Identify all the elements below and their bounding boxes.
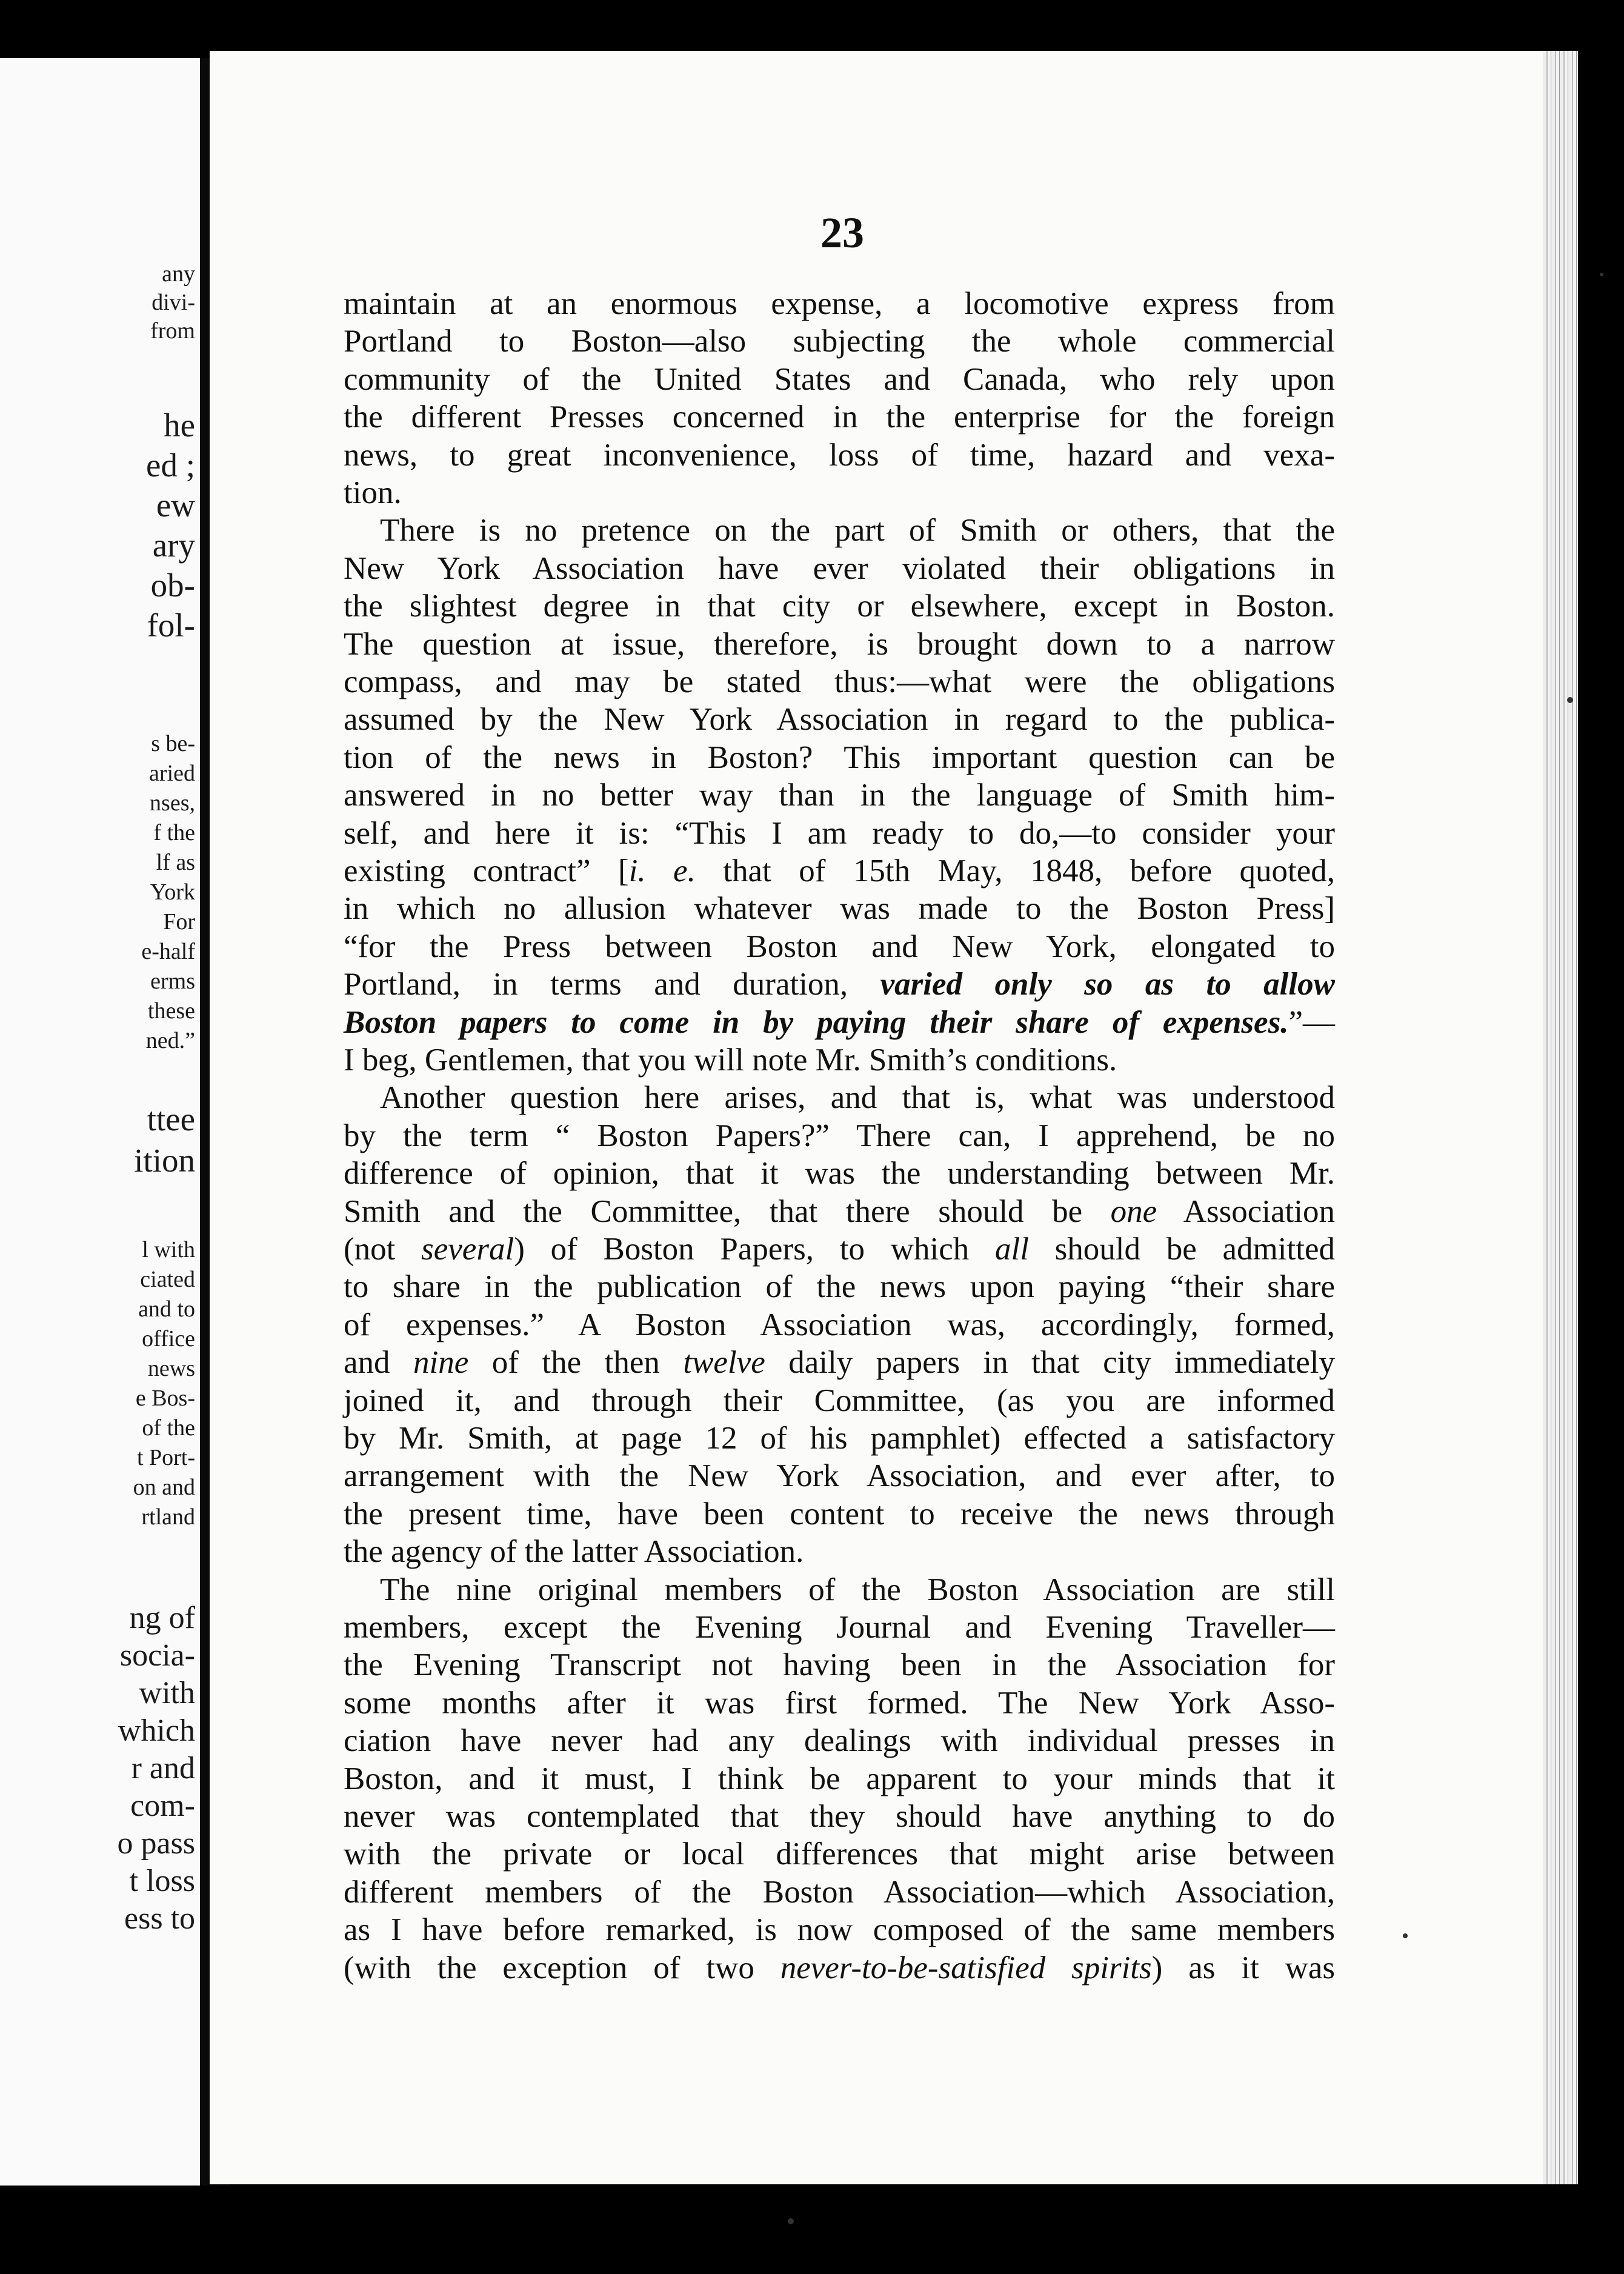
facing-page-text: ary [152,527,195,564]
facing-page-text: o pass [117,1826,195,1861]
facing-page-text: ttee [147,1101,195,1138]
text-line [344,1155,1335,1192]
text-run: joined it, and through their Committee, (as you are informed [344,1382,1335,1418]
italic-phrase: never-to-be-satisfied spirits [780,1950,1152,1986]
text-run: in which no allusion whatever was made to the Boston Press] [344,891,1335,927]
facing-page-text: e-half [141,939,195,964]
text-run: news, to great inconvenience, loss of time, hazard and vexa- [344,437,1335,473]
italic-phrase: one [1110,1193,1157,1229]
text-run: New York Association have ever violated their obligations in [344,550,1335,586]
facing-page-text: erms [150,969,195,994]
text-line [344,1684,1335,1722]
facing-page-text: divi- [151,290,195,315]
facing-page-text: nses, [150,790,195,816]
text-line [344,1835,1335,1873]
italic-phrase: several [421,1232,514,1267]
italic-phrase: Boston papers to come in by paying their share of expenses. [344,1004,1289,1040]
text-run: I beg, Gentlemen, that you will note Mr. Smith’s conditions. [344,1042,1117,1078]
facing-page-text: t loss [129,1864,195,1898]
text-run: should be admitted [1028,1232,1335,1267]
scan-speck [1403,1933,1408,1938]
scan-speck [1600,273,1603,276]
text-run: tion. [344,475,402,510]
facing-page-text: which [118,1713,195,1748]
facing-page-text: ed ; [146,447,195,484]
text-run: Portland to Boston—also subjecting the whole commercial [344,324,1335,359]
text-run: “for the Press between Boston and New York, elongated to [344,929,1335,964]
text-run: the different Presses concerned in the enterprise for the foreign [344,399,1335,435]
text-line [344,890,1335,927]
text-run: Portland, in terms and duration, [344,967,880,1002]
text-run: The nine original members of the Boston Association are still [380,1572,1335,1607]
facing-page-text: e Bos- [135,1385,195,1411]
facing-page-text: ition [134,1142,195,1179]
text-run: ciation have never had any dealings with individual presses in [344,1723,1335,1759]
text-line [344,285,1335,322]
text-run: as I have before remarked, is now composed of the same members [344,1912,1335,1948]
text-run: and [344,1345,414,1381]
facing-page-text: rtland [141,1504,195,1530]
text-run: Another question here arises, and that is, what was understood [380,1080,1335,1116]
text-run: (with the exception of two [344,1950,780,1986]
text-line [344,361,1335,398]
facing-page-text: from [150,318,195,344]
text-line [344,852,1335,890]
facing-page-text: aried [149,761,195,786]
text-run: answered in no better way than in the language of Smith him- [344,778,1335,813]
facing-page-text: ob- [150,567,195,604]
facing-page-text: with [139,1676,195,1710]
text-line [344,322,1335,360]
text-run: some months after it was first formed. The New York Asso- [344,1685,1335,1721]
facing-page-text: l with [142,1237,195,1262]
facing-page-text: For [163,909,195,935]
text-run: self, and here it is: “This I am ready to do,—to consider your [344,815,1335,851]
text-run: Boston, and it must, I think be apparent to your minds that it [344,1761,1335,1796]
text-run: Association [1157,1193,1335,1229]
text-line [344,1230,1335,1268]
text-line [344,1949,1335,1987]
facing-page-text: com- [130,1789,195,1823]
text-line [380,512,1335,549]
facing-page-text: ciated [140,1267,195,1292]
text-line [344,701,1335,738]
scan-speck [1567,697,1573,703]
text-line [344,1911,1335,1949]
page-number: 23 [820,208,864,257]
facing-page-text: these [147,998,195,1024]
text-line [344,815,1335,852]
text-line [344,1382,1335,1419]
text-line [344,1004,1335,1041]
text-line [344,436,1335,474]
scan-speck [788,2218,794,2224]
italic-phrase: twelve [683,1345,765,1381]
text-run: ) of Boston Papers, to which [514,1232,995,1267]
text-run: by Mr. Smith, at page 12 of his pamphlet) effected a satisfactory [344,1421,1335,1456]
italic-phrase: nine [413,1345,469,1381]
text-line [380,1079,1335,1116]
text-run: The question at issue, therefore, is brought down to a narrow [344,626,1335,662]
text-line [344,587,1335,625]
text-line [344,1268,1335,1305]
text-line [344,1419,1335,1457]
facing-page-text: ew [156,487,195,524]
italic-phrase: varied only so as to allow [880,967,1335,1002]
text-line [344,474,1335,512]
facing-page-text: he [164,407,195,444]
text-run: existing contract” [ [344,853,629,889]
text-run: maintain at an enormous expense, a locomotive express from [344,286,1335,321]
facing-page-text: ned.” [145,1028,195,1053]
text-line [344,1306,1335,1344]
text-line [344,739,1335,776]
text-line [344,928,1335,965]
text-line [344,1798,1335,1835]
text-run: the Evening Transcript not having been in the Association for [344,1647,1335,1683]
text-run: tion of the news in Boston? This important question can be [344,739,1335,775]
facing-page-text: York [150,879,195,905]
text-line [380,1571,1335,1609]
text-line [344,550,1335,587]
text-run: never was contemplated that they should have anything to do [344,1799,1335,1834]
italic-phrase: all [994,1232,1029,1267]
text-run: Smith and the Committee, that there should be [344,1193,1111,1229]
text-line [344,1117,1335,1155]
text-line [344,1722,1335,1759]
text-run: with the private or local differences that might arise between [344,1836,1335,1872]
facing-page-text: s be- [151,731,195,756]
text-run: to share in the publication of the news upon paying “their share [344,1269,1335,1305]
text-run: that of 15th May, 1848, before quoted, [695,853,1336,889]
text-line [344,663,1335,701]
facing-page-text: and to [138,1296,195,1322]
facing-page-text: r and [131,1751,195,1786]
text-run: arrangement with the New York Association, and ever after, to [344,1458,1335,1494]
facing-page-text: news [147,1356,195,1381]
text-line [344,1646,1335,1684]
text-run: ) as it was [1151,1950,1335,1986]
text-run: members, except the Evening Journal and Evening Traveller— [344,1610,1335,1645]
facing-page-text: t Port- [136,1445,195,1470]
facing-page-text: of the [142,1415,195,1441]
facing-page-text: f the [153,820,195,845]
text-line [344,1873,1335,1911]
text-line [344,965,1335,1003]
facing-page-text: socia- [119,1638,195,1673]
text-line [344,1495,1335,1533]
text-line [344,1041,1335,1079]
text-run: the slightest degree in that city or elsewhere, except in Boston. [344,589,1335,624]
text-run: different members of the Boston Association—which Association, [344,1874,1335,1910]
text-line [344,1457,1335,1495]
text-run: assumed by the New York Association in regard to the publica- [344,702,1335,738]
text-run: There is no pretence on the part of Smith or others, that the [380,513,1335,548]
text-run: (not [344,1232,422,1267]
text-run: ”— [1288,1004,1335,1040]
text-run: the agency of the latter Association. [344,1534,804,1570]
text-run: difference of opinion, that it was the understanding between Mr. [344,1156,1335,1192]
italic-phrase: i. e. [628,853,696,889]
text-run: compass, and may be stated thus:—what were the obligations [344,664,1335,699]
text-line [344,776,1335,814]
text-line [344,625,1335,663]
text-line [344,1609,1335,1646]
facing-page-fragment [0,58,200,2186]
facing-page-text: fol- [147,607,195,644]
facing-page-text: ng of [129,1601,195,1635]
text-line [344,1533,1335,1570]
text-line [344,398,1335,436]
text-line [344,1344,1335,1381]
facing-page-text: office [142,1326,195,1352]
facing-page-text: ess to [124,1901,195,1936]
text-run: the present time, have been content to receive the news through [344,1496,1335,1532]
text-run: of expenses.” A Boston Association was, accordingly, formed, [344,1307,1335,1342]
page-edges [1543,51,1578,2184]
text-run: by the term “ Boston Papers?” There can, I apprehend, be no [344,1118,1335,1153]
text-run: daily papers in that city immediately [765,1345,1335,1381]
facing-page-text: any [162,261,195,287]
text-line [344,1193,1335,1230]
text-run: community of the United States and Canada, who rely upon [344,361,1335,397]
facing-page-text: lf as [156,850,195,875]
text-run: of the then [468,1345,684,1381]
facing-page-text: on and [133,1475,195,1500]
text-line [344,1760,1335,1798]
